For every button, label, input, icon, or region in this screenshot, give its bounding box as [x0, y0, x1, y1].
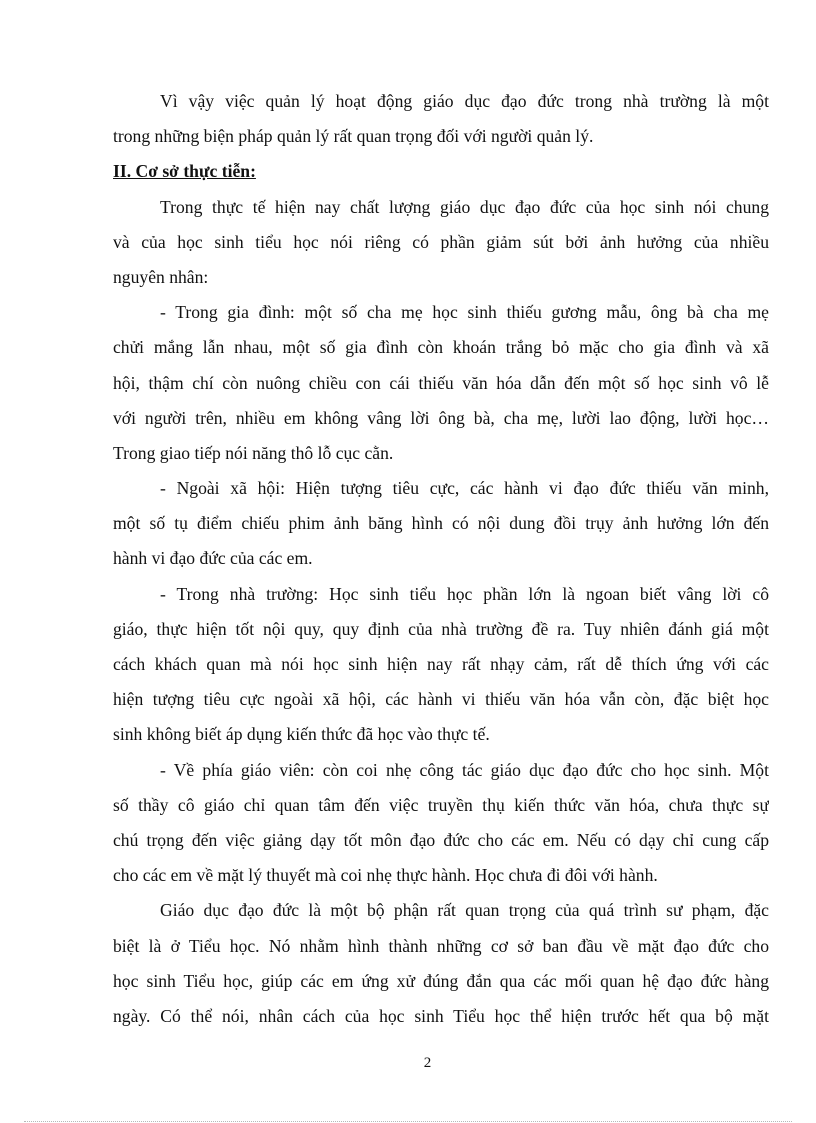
text-line: và của học sinh tiểu học nói riêng có phần giảm sút bởi ảnh hưởng của nhiều: [113, 231, 769, 252]
page-number: 2: [423, 1055, 432, 1071]
bullet-school: [113, 577, 769, 753]
text-line: Vì vậy việc quản lý hoạt động giáo dục đạo đức trong nhà trường là một: [160, 91, 769, 111]
paragraph-moral-education: [113, 893, 769, 1034]
text-line: trong những biện pháp quản lý rất quan trọng đối với người quản lý.: [113, 126, 594, 147]
text-line: - Về phía giáo viên: còn coi nhẹ công tác giáo dục đạo đức cho học sinh. Một: [160, 759, 769, 780]
text-line: một số tụ điểm chiếu phim ảnh băng hình có nội dung đồi trụy ảnh hưởng lớn đến: [113, 513, 769, 534]
bullet-society: [113, 471, 769, 577]
bullet-family: [113, 295, 769, 471]
text-line: cho các em về mặt lý thuyết mà coi nhẹ thực hành. Học chưa đi đôi với hành.: [113, 865, 658, 886]
text-line: - Trong gia đình: một số cha mẹ học sinh thiếu gương mẫu, ông bà cha mẹ: [160, 302, 769, 323]
document-body: [113, 84, 769, 1034]
text-line: cách khách quan mà nói học sinh hiện nay rất nhạy cảm, rất dễ thích ứng với các: [113, 654, 769, 674]
text-line: giáo, thực hiện tốt nội quy, quy định của nhà trường đề ra. Tuy nhiên đánh giá một: [113, 618, 769, 639]
footer-divider: [24, 1121, 792, 1122]
bullet-teachers: [113, 753, 769, 894]
text-line: Trong giao tiếp nói năng thô lỗ cục cằn.: [113, 442, 394, 463]
text-line: sinh không biết áp dụng kiến thức đã học vào thực tế.: [113, 724, 490, 745]
paragraph-management: [113, 84, 769, 154]
text-line: học sinh Tiểu học, giúp các em ứng xử đúng đắn qua các mối quan hệ đạo đức hàng: [113, 970, 769, 991]
text-line: chú trọng đến việc giảng dạy tốt môn đạo đức cho các em. Nếu có dạy chỉ cung cấp: [113, 829, 769, 850]
text-line: Trong thực tế hiện nay chất lượng giáo dục đạo đức của học sinh nói chung: [160, 196, 769, 217]
text-line: - Ngoài xã hội: Hiện tượng tiêu cực, các hành vi đạo đức thiếu văn minh,: [160, 478, 769, 499]
text-line: ngày. Có thể nói, nhân cách của học sinh Tiểu học thể hiện trước hết qua bộ mặt: [113, 1005, 769, 1026]
text-line: hội, thậm chí còn nuông chiều con cái thiếu văn hóa dẫn đến một số học sinh vô lễ: [113, 372, 769, 393]
text-line: biệt là ở Tiểu học. Nó nhằm hình thành những cơ sở ban đầu về mặt đạo đức cho: [113, 935, 769, 956]
text-line: số thầy cô giáo chỉ quan tâm đến việc truyền thụ kiến thức văn hóa, chưa thực sự: [113, 794, 769, 815]
paragraph-reality: [113, 190, 769, 296]
text-line: với người trên, nhiều em không vâng lời ông bà, cha mẹ, lười lao động, lười học…: [113, 407, 769, 428]
text-line: Giáo dục đạo đức là một bộ phận rất quan trọng của quá trình sư phạm, đặc: [160, 900, 769, 921]
section-heading: II. Cơ sở thực tiễn:: [113, 161, 256, 182]
text-line: hiện tượng tiêu cực ngoài xã hội, các hành vi thiếu văn hóa vẫn còn, đặc biệt học: [113, 689, 769, 710]
text-line: chửi mắng lẫn nhau, một số gia đình còn khoán trắng bỏ mặc cho gia đình và xã: [113, 337, 769, 358]
text-line: nguyên nhân:: [113, 266, 209, 287]
text-line: hành vi đạo đức của các em.: [113, 548, 313, 569]
text-line: - Trong nhà trường: Học sinh tiểu học phần lớn là ngoan biết vâng lời cô: [160, 583, 769, 604]
